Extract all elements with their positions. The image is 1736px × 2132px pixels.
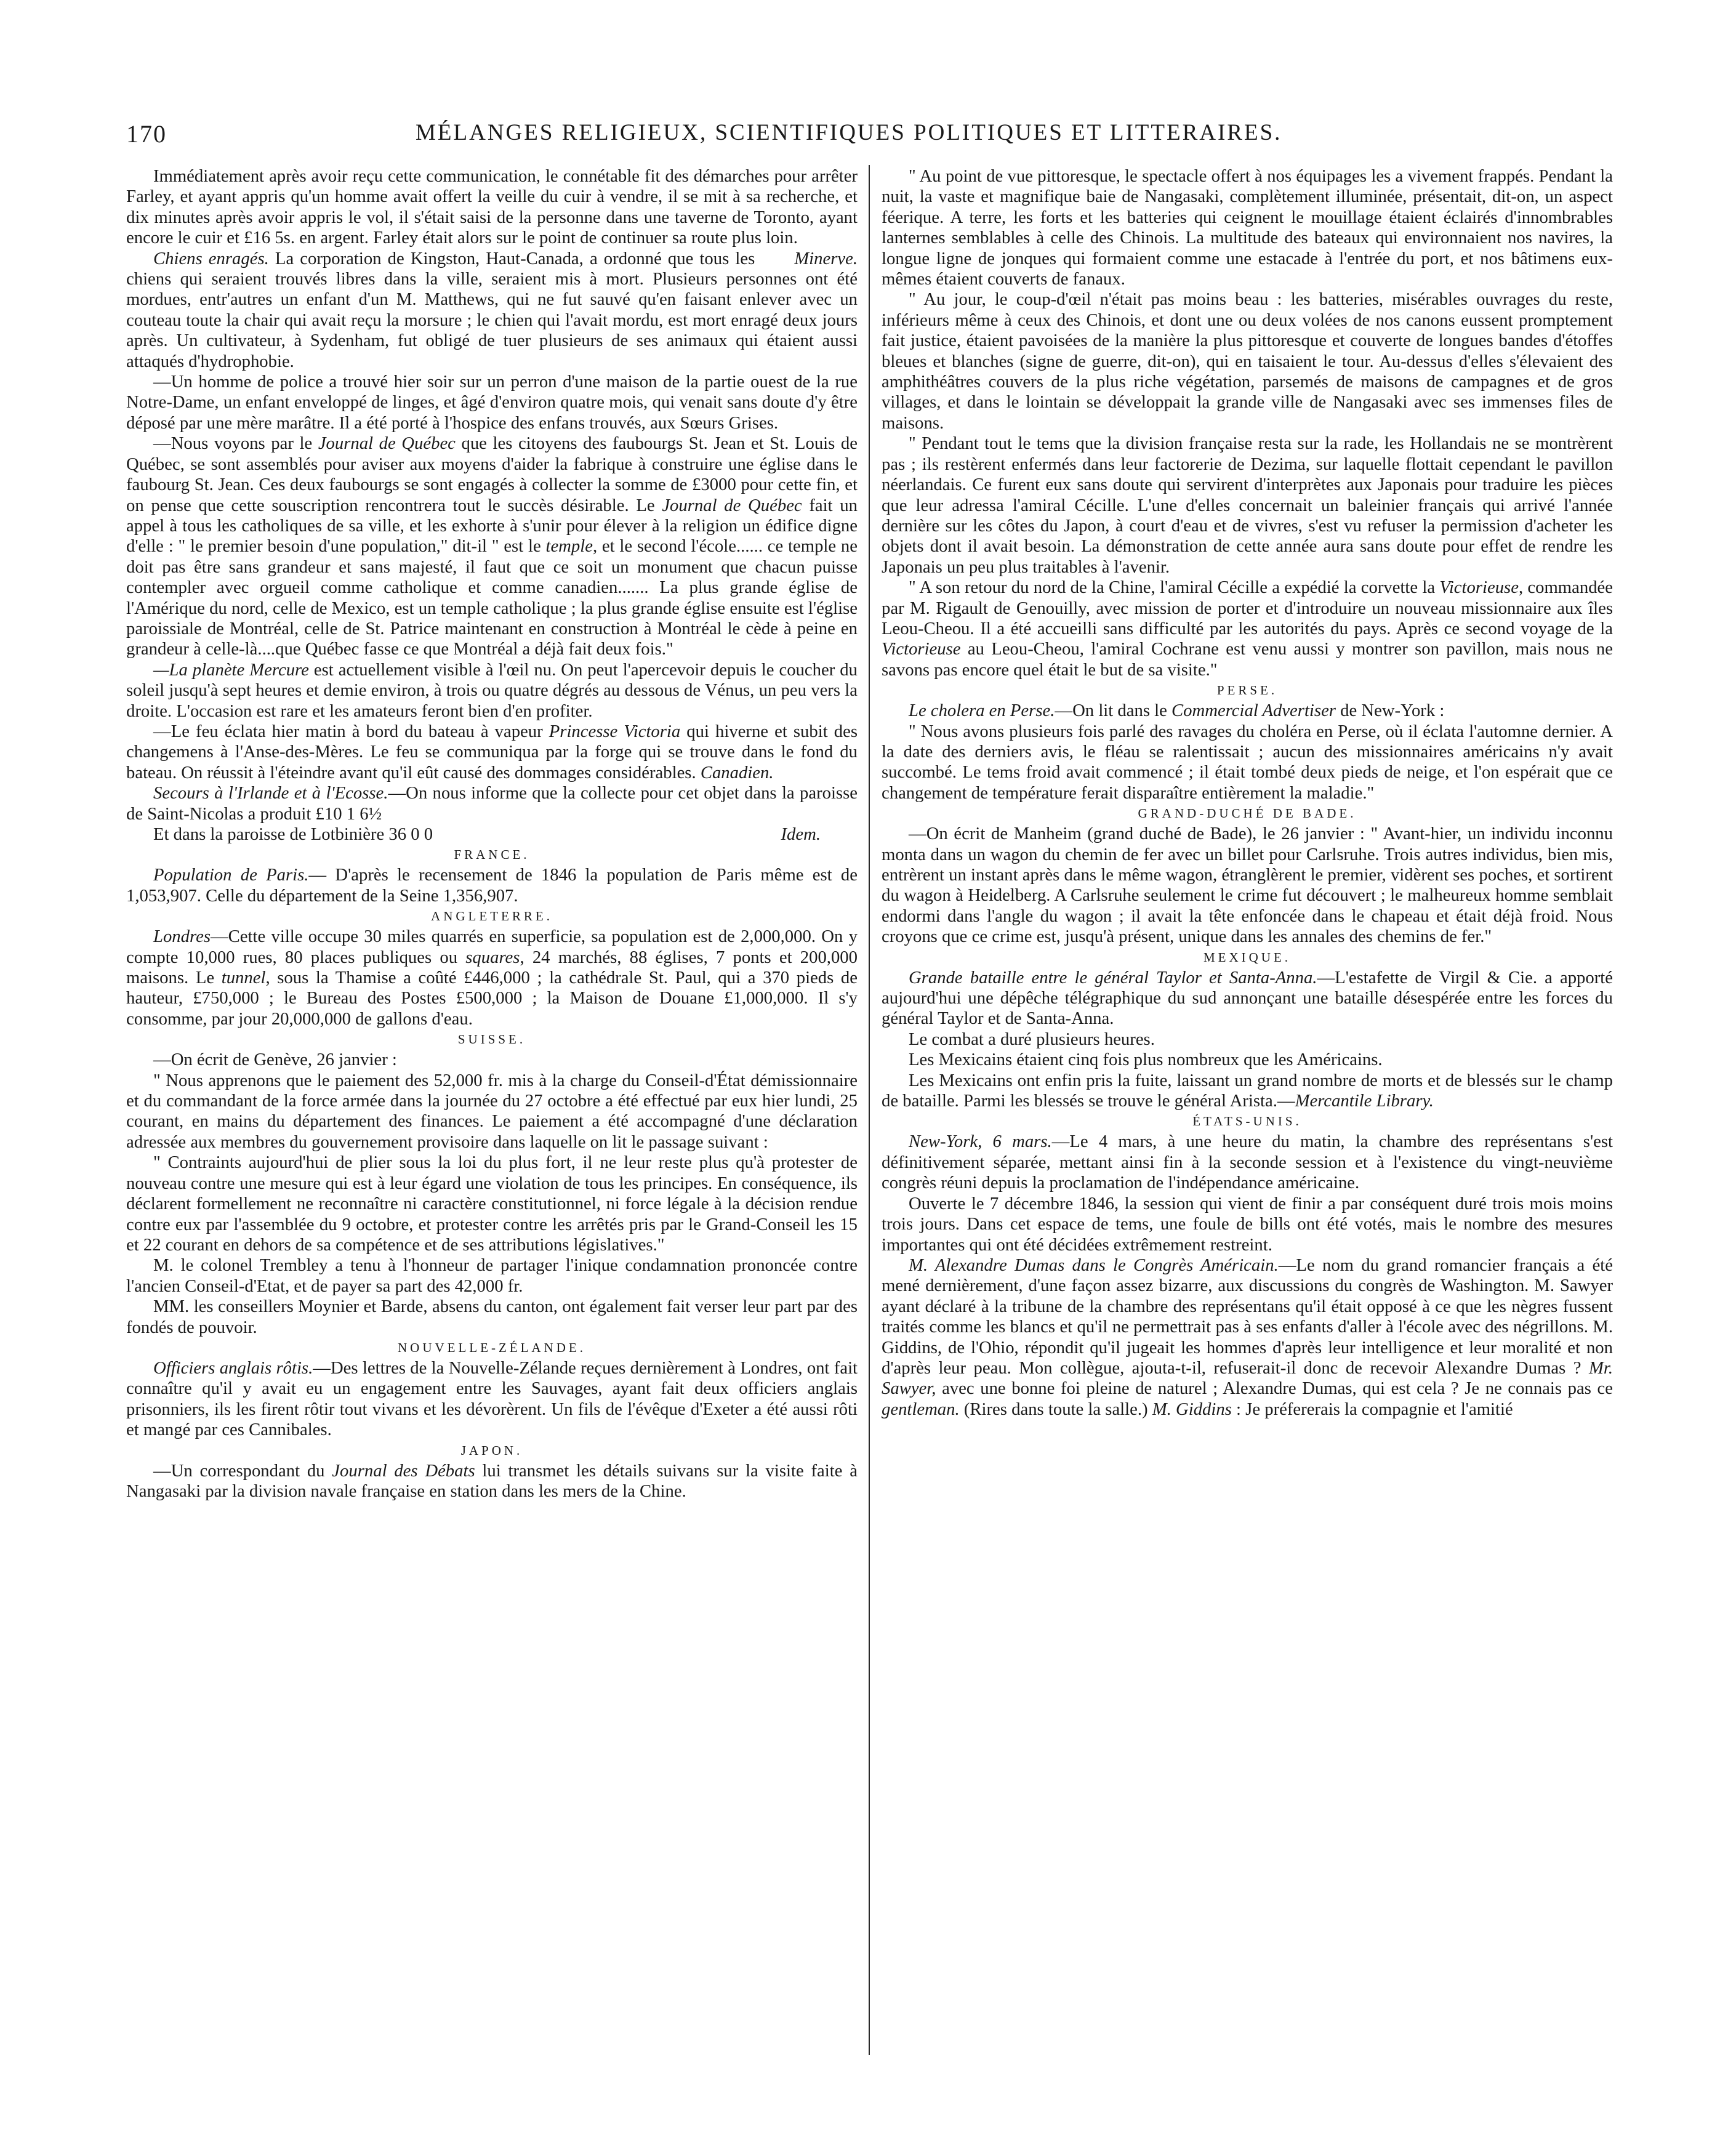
article-paragraph: Le cholera en Perse.—On lit dans le Commercial Advertiser de New-York :: [909, 701, 1445, 721]
article-paragraph: New-York, 6 mars.—Le 4 mars, à une heure du matin, la chambre des représentans s'est définitivement séparée, mettant ainsi fin à la seconde session et à l'existence du vingt-neuvième congrès réuni depuis la proclamation de l'indépendance américaine.: [882, 1132, 1613, 1193]
article-paragraph: —Le feu éclata hier matin à bord du bateau à vapeur Princesse Victoria qui hiverne et subit des changemens à l'Anse-des-Mères. Le feu se communiqua par la forge qui se trouve dans le fond du bateau. On réussit à l'éteindre avant qu'il eût causé des dommages considérables. Canadien.: [126, 721, 858, 782]
section-heading: ANGLETERRE.: [431, 909, 553, 924]
section-heading: GRAND-DUCHÉ DE BADE.: [1138, 806, 1357, 821]
section-heading: ÉTATS-UNIS.: [1192, 1114, 1302, 1129]
article-paragraph: Les Mexicains étaient cinq fois plus nombreux que les Américains.: [909, 1050, 1383, 1070]
source-signature: Idem.: [781, 824, 821, 844]
article-paragraph: " Pendant tout le tems que la division française resta sur la rade, les Hollandais ne se montrèrent pas ; ils restèrent enfermés dans leur factorerie de Dezima, sur laquelle flottait cependant le pavillon néerlandais. Ce furent eux sans doute qui servirent d'interprètes aux Japonais pour traduire les pièces que leur adressa l'amiral Cécille. L'une d'elles concernait un baleinier français qui arrivé l'année dernière sur les côtes du Japon, à court d'eau et de vivres, s'est vu refuser la permission d'acheter les objets dont il avait besoin. La démonstration de cette année aura sans doute pour effet de rendre les Japonais un peu plus traitables à l'avenir.: [882, 433, 1613, 577]
article-paragraph: Ouverte le 7 décembre 1846, la session qui vient de finir a par conséquent duré trois mois moins trois jours. Dans cet espace de tems, une foule de bills ont été votés, mais le nombre des mesures importantes qui ont été décidées extrêmement restreint.: [882, 1193, 1613, 1255]
article-paragraph: " Au jour, le coup-d'œil n'était pas moins beau : les batteries, misérables ouvrages du reste, inférieurs même à ceux des Chinois, et dont une ou deux volées de nos canons eussent promptement fait justice, étaient pavoisées de la manière la plus pittoresque et couverte de longues bandes d'étoffes bleues et blanches (signe de guerre, dit-on), qui en taisaient le tour. Au-dessus d'elles s'élevaient des amphithéâtres couvers de la plus riche végétation, parsemés de maisons de campagnes et de gros villages, et dans le lointain se développait la grande ville de Nangasaki avec ses immenses files de maisons.: [882, 289, 1613, 433]
page-header: [126, 116, 1613, 159]
article-paragraph: Chiens enragés. La corporation de Kingston, Haut-Canada, a ordonné que tous les chiens qui seraient trouvés libres dans la ville, seraient mis à mort. Plusieurs personnes ont été mordues, entr'autres un enfant d'un M. Matthews, qui ne fut sauvé qu'en faisant enlever avec un couteau toute la chair qui avait reçu la morsure ; le chien qui l'avait mordu, est mort enragé deux jours après. Un cultivateur, à Sydenham, fut obligé de tuer plusieurs de ses animaux qui étaient aussi attaqués d'hydrophobie.: [126, 248, 858, 371]
article-paragraph: " Au point de vue pittoresque, le spectacle offert à nos équipages les a vivement frappés. Pendant la nuit, la vaste et magnifique baie de Nangasaki, complètement illuminée, présentait, dit-on, un aspect féerique. A terre, les forts et les batteries qui ceignent le mouillage étaient éclairés d'innombrables lanternes semblables à celle des Chinois. La multitude des bateaux qui environnaient nos navires, la longue ligne de jonques qui formaient comme une estacade à l'entrée du port, et nos bâtimens eux-mêmes étaient couverts de fanaux.: [882, 166, 1613, 289]
section-heading: NOUVELLE-ZÉLANDE.: [397, 1340, 587, 1355]
article-paragraph: Grande bataille entre le général Taylor et Santa-Anna.—L'estafette de Virgil & Cie. a apporté aujourd'hui une dépêche télégraphique du sud annonçant une bataille désespérée entre les forces du général Taylor et de Santa-Anna.: [882, 967, 1613, 1029]
section-heading: JAPON.: [460, 1442, 523, 1458]
article-paragraph: M. le colonel Trembley a tenu à l'honneur de partager l'inique condamnation prononcée contre l'ancien Conseil-d'Etat, et de payer sa part des 42,000 fr.: [126, 1255, 858, 1296]
article-paragraph: —Un homme de police a trouvé hier soir sur un perron d'une maison de la partie ouest de la rue Notre-Dame, un enfant enveloppé de linges, et âgé d'environ quatre mois, qui venait sans doute d'y être déposé par une mère marâtre. Il a été porté à l'hospice des enfans trouvés, aux Sœurs Grises.: [126, 372, 858, 433]
article-paragraph: Les Mexicains ont enfin pris la fuite, laissant un grand nombre de morts et de blessés sur le champ de bataille. Parmi les blessés se trouve le général Arista.—Mercantile Library.: [882, 1070, 1613, 1111]
collection-line: Et dans la paroisse de Lotbinière 36 0 0 Idem.: [126, 824, 858, 845]
section-heading: SUISSE.: [457, 1032, 526, 1047]
section-heading: PERSE.: [1216, 683, 1278, 698]
article-paragraph: Londres—Cette ville occupe 30 miles quarrés en superficie, sa population est de 2,000,000. On y compte 10,000 rues, 80 places publiques ou squares, 24 marchés, 88 églises, 7 ponts et 200,000 maisons. Le tunnel, sous la Thamise a coûté £446,000 ; la cathédrale St. Paul, qui a 370 pieds de hauteur, £750,000 ; le Bureau des Postes £500,000 ; la Maison de Douane £1,000,000. Il s'y consomme, par jour 20,000,000 de gallons d'eau.: [126, 927, 858, 1029]
article-paragraph: " Contraints aujourd'hui de plier sous la loi du plus fort, il ne leur reste plus qu'à protester de nouveau contre une mesure qui est à leur égard une violation de tous les principes. En conséquence, ils déclarent formellement ne reconnaître ni caractère constitutionnel, ni force légale à la décision rendue contre eux par l'assemblée du 9 octobre, et protester contre les arrêtés pris par le Grand-Conseil les 15 et 22 courant en dehors de sa compétence et de ses attributions législatives.": [126, 1152, 858, 1255]
right-column: [882, 166, 1613, 2081]
article-paragraph: —Un correspondant du Journal des Débats lui transmet les détails suivans sur la visite faite à Nangasaki par la division navale française en station dans les mers de la Chine.: [126, 1460, 858, 1501]
page-number: 170: [126, 120, 167, 148]
article-paragraph: —On écrit de Genève, 26 janvier :: [153, 1050, 397, 1070]
section-heading: MEXIQUE.: [1203, 949, 1292, 965]
source-signature: Minerve.: [794, 248, 858, 268]
article-paragraph: Secours à l'Irlande et à l'Ecosse.—On nous informe que la collecte pour cet objet dans la paroisse de Saint-Nicolas a produit £10 1 6½: [126, 783, 858, 824]
left-column: [126, 166, 858, 2081]
article-paragraph: " A son retour du nord de la Chine, l'amiral Cécille a expédié la corvette la Victorieuse, commandée par M. Rigault de Genouilly, avec mission de porter et d'introduire un nouveau missionnaire aux îles Leou-Cheou. Il a été accueilli sans difficulté par les autorités du pays. Après ce second voyage de la Victorieuse au Leou-Cheou, l'amiral Cochrane est venu aussi y montrer son pavillon, mais nous ne savons pas encore quel était le but de sa visite.": [882, 577, 1613, 680]
article-label: Chiens enragés.: [153, 248, 269, 268]
section-heading: FRANCE.: [454, 847, 530, 863]
article-paragraph: Officiers anglais rôtis.—Des lettres de la Nouvelle-Zélande reçues dernièrement à Londres, ont fait connaître qu'il y avait eu un engagement entre les Sauvages, ayant fait deux officiers anglais prisonniers, ils les firent rôtir tout vivans et les dévorèrent. Un fils de l'évêque d'Exeter a été aussi rôti et mangé par ces Cannibales.: [126, 1358, 858, 1440]
running-title: MÉLANGES RELIGIEUX, SCIENTIFIQUES POLITIQUES ET LITTERAIRES.: [416, 120, 1282, 145]
article-paragraph: M. Alexandre Dumas dans le Congrès Américain.—Le nom du grand romancier français a été mené dernièrement, d'une façon assez bizarre, aux discussions du congrès de Washington. M. Sawyer ayant déclaré à la tribune de la chambre des représentans qu'il était opposé à ce que les nègres fussent traités comme les blancs et qu'il ne permettrait pas à ses enfants d'aller à l'école avec des négrillons. M. Giddins, de l'Ohio, répondit qu'il jugeait les hommes d'après leur intelligence et leur moralité et non d'après leur peau. Mon collègue, ajouta-t-il, refuserait-il donc de recevoir Alexandre Dumas ? Mr. Sawyer, avec une bonne foi pleine de naturel ; Alexandre Dumas, qui est cela ? Je ne connais pas ce gentleman. (Rires dans toute la salle.) M. Giddins : Je préfererais la compagnie et l'amitié: [882, 1255, 1613, 1419]
article-paragraph: —On écrit de Manheim (grand duché de Bade), le 26 janvier : " Avant-hier, un individu inconnu monta dans un wagon du chemin de fer avec un billet pour Carlsruhe. Trois autres individus, bien mis, entrèrent un instant après dans le même wagon, étranglèrent le premier, vidèrent ses poches, et sortirent du wagon à Heidelberg. A Carlsruhe seulement le crime fut découvert ; le malheureux homme semblait endormi dans l'angle du wagon ; il avait la tête enfoncée dans le chapeau et était déjà froid. Nous croyons que ce crime est, jusqu'à présent, unique dans les annales des chemins de fer.": [882, 824, 1613, 947]
article-paragraph: Population de Paris.— D'après le recensement de 1846 la population de Paris même est de 1,053,907. Celle du département de la Seine 1,356,907.: [126, 865, 858, 906]
source-signature: Canadien.: [700, 762, 774, 782]
article-paragraph: Le combat a duré plusieurs heures.: [909, 1029, 1155, 1049]
article-paragraph: —La planète Mercure est actuellement visible à l'œil nu. On peut l'apercevoir depuis le coucher du soleil jusqu'à sept heures et demie environ, à trois ou quatre dégrés au dessous de Vénus, un peu vers la droite. L'occasion est rare et les amateurs feront bien d'en profiter.: [126, 659, 858, 721]
article-paragraph: " Nous avons plusieurs fois parlé des ravages du choléra en Perse, où il éclata l'automne dernier. A la date des derniers avis, le fléau se ralentissait ; aucun des missionnaires américains n'y avait succombé. Le tems froid avait commencé ; il était tombé deux pieds de neige, et l'on espérait que ce changement de température ferait disparaître entièrement la maladie.": [882, 721, 1613, 803]
article-paragraph: " Nous apprenons que le paiement des 52,000 fr. mis à la charge du Conseil-d'État démissionnaire et du commandant de la force armée dans la journée du 27 octobre a été effectué par eux hier lundi, 25 courant, en mains du département des finances. Le paiement a été accompagné d'une déclaration adressée aux membres du gouvernement provisoire dans laquelle on lit le passage suivant :: [126, 1070, 858, 1152]
article-paragraph: —Nous voyons par le Journal de Québec que les citoyens des faubourgs St. Jean et St. Louis de Québec, se sont assemblés pour aviser aux moyens d'aider la fabrique à construire une église dans le faubourg St. Jean. Ces deux faubourgs se sont engagés à collecter la somme de £3000 pour cette fin, et on pense que cette souscription rencontrera tout le succès désirable. Le Journal de Québec fait un appel à tous les catholiques de sa ville, et les exhorte à s'unir pour élever à la religion un édifice digne d'elle : " le premier besoin d'une population," dit-il " est le temple, et le second l'école...... ce temple ne doit pas être sans grandeur et sans majesté, il faut que ce soit un monument que chacun puisse contempler avec orgueil comme catholique et comme canadien....... La plus grande église de l'Amérique du nord, celle de Mexico, est un temple catholique ; la plus grande église ensuite est l'église paroissiale de Montréal, celle de St. Patrice maintenant en construction à Montréal le cède à peine en grandeur à celle-là....que Québec fasse ce que Montréal a déjà fait deux fois.": [126, 433, 858, 659]
column-divider: [869, 165, 870, 2055]
article-paragraph: MM. les conseillers Moynier et Barde, absens du canton, ont également fait verser leur part par des fondés de pouvoir.: [126, 1297, 858, 1337]
article-paragraph: Immédiatement après avoir reçu cette communication, le connétable fit des démarches pour arrêter Farley, et ayant appris qu'un homme avait offert la veille du cuir à vendre, il se mit à sa recherche, et dix minutes après avoir appris le vol, il s'était saisi de la personne dans une taverne de Toronto, ayant encore le cuir et £16 5s. en argent. Farley était alors sur le point de continuer sa route plus loin. Minerve.: [126, 166, 858, 268]
